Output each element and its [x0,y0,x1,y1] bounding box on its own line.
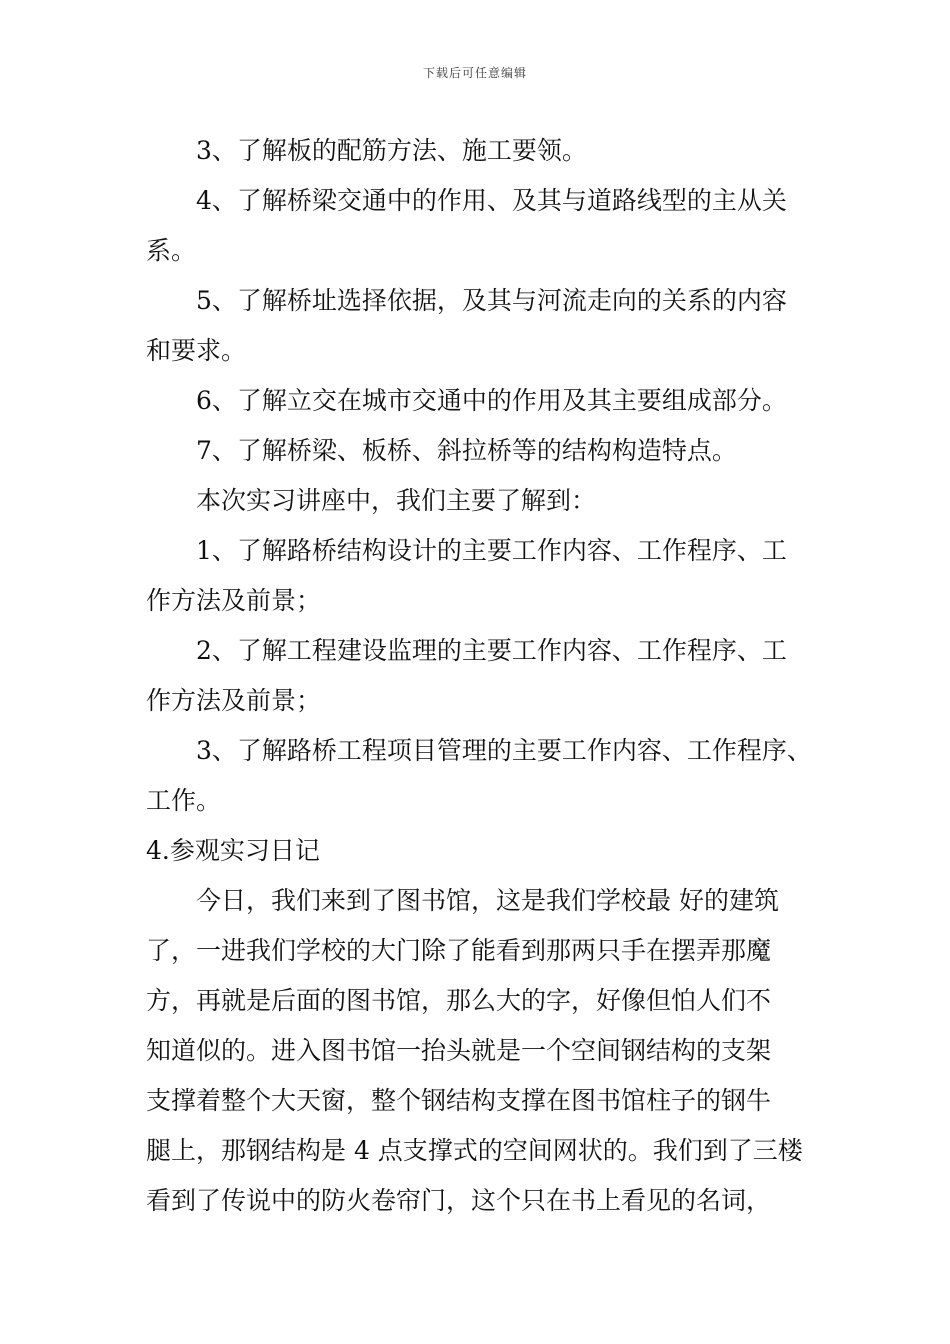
diary-paragraph-line: 方，再就是后面的图书馆，那么大的字，好像但怕人们不 [146,986,772,1015]
list-item-5-continuation: 和要求。 [146,336,247,365]
diary-paragraph-line: 了，一进我们学校的大门除了能看到那两只手在摆弄那魔 [146,936,772,965]
diary-paragraph-line: 支撑着整个大天窗，整个钢结构支撑在图书馆柱子的钢牛 [146,1086,772,1115]
diary-paragraph-line: 看到了传说中的防火卷帘门，这个只在书上看见的名词， [146,1186,772,1215]
document-body [146,126,816,1226]
diary-paragraph-line: 今日，我们来到了图书馆，这是我们学校最 好的建筑 [196,886,779,915]
list-item-5-bridge-site: 5、了解桥址选择依据，及其与河流走向的关系的内容 [196,286,787,315]
diary-paragraph-line: 知道似的。进入图书馆一抬头就是一个空间钢结构的支架 [146,1036,772,1065]
lecture-item-2-continuation: 作方法及前景； [146,686,322,715]
lecture-item-3: 3、了解路桥工程项目管理的主要工作内容、工作程序、 [196,736,812,765]
lecture-intro: 本次实习讲座中，我们主要了解到： [196,486,597,515]
list-item-6-interchange: 6、了解立交在城市交通中的作用及其主要组成部分。 [196,386,787,415]
section-heading: 4.参观实习日记 [146,836,320,865]
list-item-4-bridge-traffic: 4、了解桥梁交通中的作用、及其与道路线型的主从关 [196,186,787,215]
diary-paragraph-line: 腿上，那钢结构是 4 点支撑式的空间网状的。我们到了三楼 [146,1136,803,1165]
list-item-4-continuation: 系。 [146,236,197,265]
lecture-item-1: 1、了解路桥结构设计的主要工作内容、工作程序、工 [196,536,787,565]
lecture-item-1-continuation: 作方法及前景； [146,586,322,615]
list-item-7-bridge-types: 7、了解桥梁、板桥、斜拉桥等的结构构造特点。 [196,436,737,465]
lecture-item-2: 2、了解工程建设监理的主要工作内容、工作程序、工 [196,636,787,665]
lecture-item-3-continuation: 工作。 [146,786,222,815]
list-item-3-slab: 3、了解板的配筋方法、施工要领。 [196,136,587,165]
page-header: 下载后可任意编辑 [422,66,527,80]
